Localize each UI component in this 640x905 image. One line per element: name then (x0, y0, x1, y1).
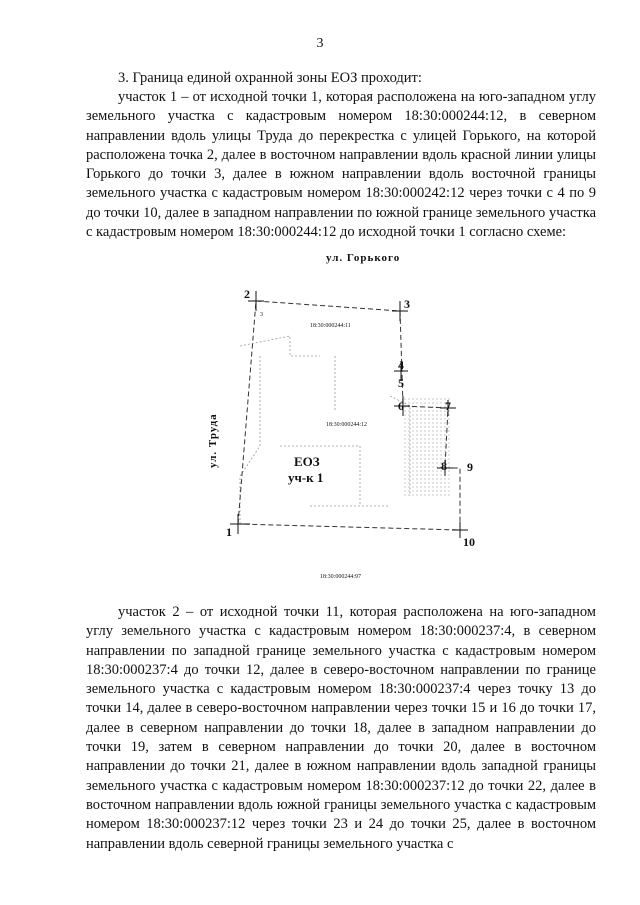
cadastral-number-mid: 18:30:000244:12 (326, 422, 368, 428)
street-label-west: ул. Труда (207, 413, 219, 468)
parcel-lines (240, 336, 410, 526)
point-label-9: 9 (467, 460, 473, 474)
point-label-10: 10 (463, 535, 475, 549)
point-label-6: 6 (398, 399, 404, 413)
point-label-1: 1 (226, 525, 232, 539)
point-label-7: 7 (445, 399, 451, 413)
point-label-4: 4 (398, 358, 404, 372)
paragraph-plot-1: участок 1 – от исходной точки 1, которая расположена на юго-западном углу земельного участка с кадастровым номером 18:30:000244:12, в северном направлении вдоль улицы Труда до перекрестка с улицей Горького, на которой расположена точка 2, далее в восточном направлении вдоль красной линии улицы Горького до точки 3, далее в южном направлении вдоль восточной границы земельного участка с кадастровым номером 18:30:000242:12 через точки с 4 по 9 до точки 10, далее в западном направлении по южной границе земельного участка с кадастровым номером 18:30:000244:12 до исходной точки 1 согласно схеме: (86, 89, 596, 241)
point-label-3: 3 (404, 297, 410, 311)
zone-label: ЕОЗ (294, 454, 320, 469)
shaded-area-east (402, 396, 450, 496)
point-label-8: 8 (441, 459, 447, 473)
zone-sublabel: уч-к 1 (288, 470, 324, 485)
paragraph-plot-2: участок 2 – от исходной точки 11, которая расположена на юго-западном углу земельного участка с кадастровым номером 18:30:000237:4, в северном направлении по западной границе земельного участка с кадастровым номером 18:30:000237:4 до точки 12, далее в северо-восточном направлении по границе земельного участка с кадастровым номером 18:30:000237:4 через точку 13 до точки 14, далее в северо-восточном направлении через точки 15 и 16 до точки 17, далее в северном направлении до точки 18, далее в западном направлении до точки 19, затем в северном направлении до точки 20, далее в восточном направлении до точки 21, далее в южном направлении вдоль западной границы земельного участка с кадастровым номером 18:30:000237:12 до точки 22, далее в восточном направлении вдоль южной границы земельного участка с кадастровым номером 18:30:000237:12 через точки 23 и 24 до точки 25, далее в восточном направлении вдоль северной границы земельного участка с (86, 604, 596, 852)
cadastral-number-bottom: 18:30:000244:97 (320, 574, 362, 580)
section-heading: 3. Граница единой охранной зоны ЕОЗ проходит: (118, 70, 422, 86)
point-label-2: 2 (244, 287, 250, 301)
boundary-scheme (160, 246, 500, 586)
point-label-5: 5 (398, 376, 404, 390)
page-number: 3 (316, 36, 324, 51)
street-label-north: ул. Горького (326, 252, 401, 264)
cadastral-number-top: 18:30:000244:11 (310, 323, 351, 329)
small-label-3: 3 (260, 312, 263, 318)
